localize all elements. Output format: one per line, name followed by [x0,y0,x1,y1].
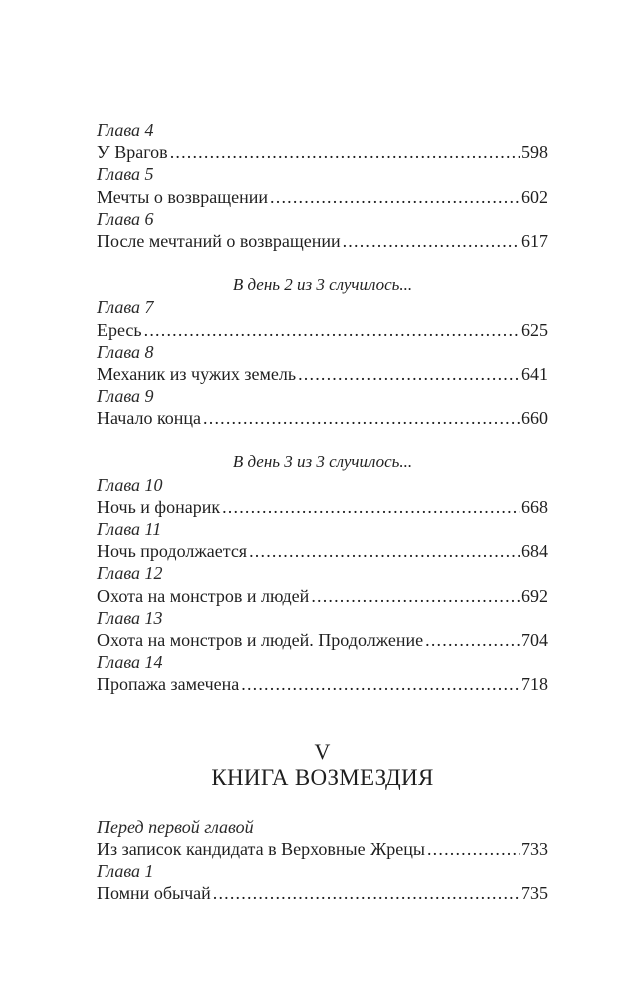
toc-section [97,274,548,429]
toc-entry [97,585,548,607]
leader-dots [427,838,520,860]
leader-dots [425,629,520,651]
chapter-title: После мечтаний о возвращении [97,230,341,251]
toc-entry [97,230,548,252]
chapter-title: Начало конца [97,408,202,429]
section-heading: В день 3 из 3 случилось... [232,452,413,472]
chapter-title: Ересь [97,319,142,340]
book-number: V [314,738,331,764]
toc-entry [97,673,548,695]
page-number: 660 [521,408,548,429]
page-number: 641 [521,363,548,384]
chapter-title: Ночь продолжается [97,541,248,562]
toc-entry [97,141,548,163]
section-heading: В день 2 из 3 случилось... [232,275,413,295]
leader-dots [170,141,520,163]
chapter-label: Глава 7 [97,297,154,318]
leader-dots [213,882,520,904]
chapter-label: Глава 4 [97,120,154,140]
chapter-title: Пропажа замечена [97,674,240,695]
chapter-title: Помни обычай [97,883,211,904]
chapter-label: Глава 12 [97,563,163,584]
leader-dots [343,230,520,252]
book-section [97,740,548,905]
chapter-label: Глава 8 [97,341,154,362]
toc-entry [97,407,548,429]
page-number: 617 [521,230,548,251]
toc-entry [97,186,548,208]
table-of-contents [97,119,548,904]
toc-entry [97,882,548,904]
toc-entry [97,319,548,341]
leader-dots [249,540,520,562]
chapter-label: Глава 6 [97,208,154,229]
leader-dots [222,496,520,518]
chapter-title: Из записок кандидата в Верховные Жрецы [97,838,425,859]
chapter-title: Ночь и фонарик [97,496,221,517]
page-number: 692 [521,585,548,606]
toc-entry [97,629,548,651]
page-number: 668 [521,496,548,517]
leader-dots [203,407,520,429]
chapter-label: Глава 5 [97,164,154,185]
toc-section [97,451,548,695]
chapter-label: Глава 11 [97,519,162,539]
chapter-label: Глава 14 [97,652,163,673]
leader-dots [270,186,520,208]
chapter-title: Охота на монстров и людей [97,585,310,606]
leader-dots [311,585,520,607]
page-number: 704 [521,629,548,650]
page-number: 718 [521,674,548,695]
chapter-label: Глава 13 [97,607,163,628]
book-title: КНИГА ВОЗМЕЗДИЯ [211,764,434,790]
chapter-label: Перед первой главой [97,816,254,837]
page-number: 598 [521,142,548,163]
chapter-label: Глава 10 [97,474,163,495]
chapter-title: Мечты о возвращении [97,186,269,207]
toc-section [97,119,548,252]
chapter-label: Глава 9 [97,386,154,407]
chapter-title: Механик из чужих земель [97,363,297,384]
toc-entry [97,540,548,562]
toc-entry [97,363,548,385]
page-number: 684 [521,541,548,562]
chapter-title: Охота на монстров и людей. Продолжение [97,629,424,650]
chapter-title: У Врагов [97,142,168,163]
leader-dots [144,319,520,341]
toc-entry [97,496,548,518]
page-number: 735 [521,883,548,904]
toc-entry [97,838,548,860]
page-number: 625 [521,319,548,340]
page-number: 602 [521,186,548,207]
leader-dots [241,673,520,695]
page-number: 733 [521,838,548,859]
leader-dots [298,363,520,385]
chapter-label: Глава 1 [97,860,154,881]
